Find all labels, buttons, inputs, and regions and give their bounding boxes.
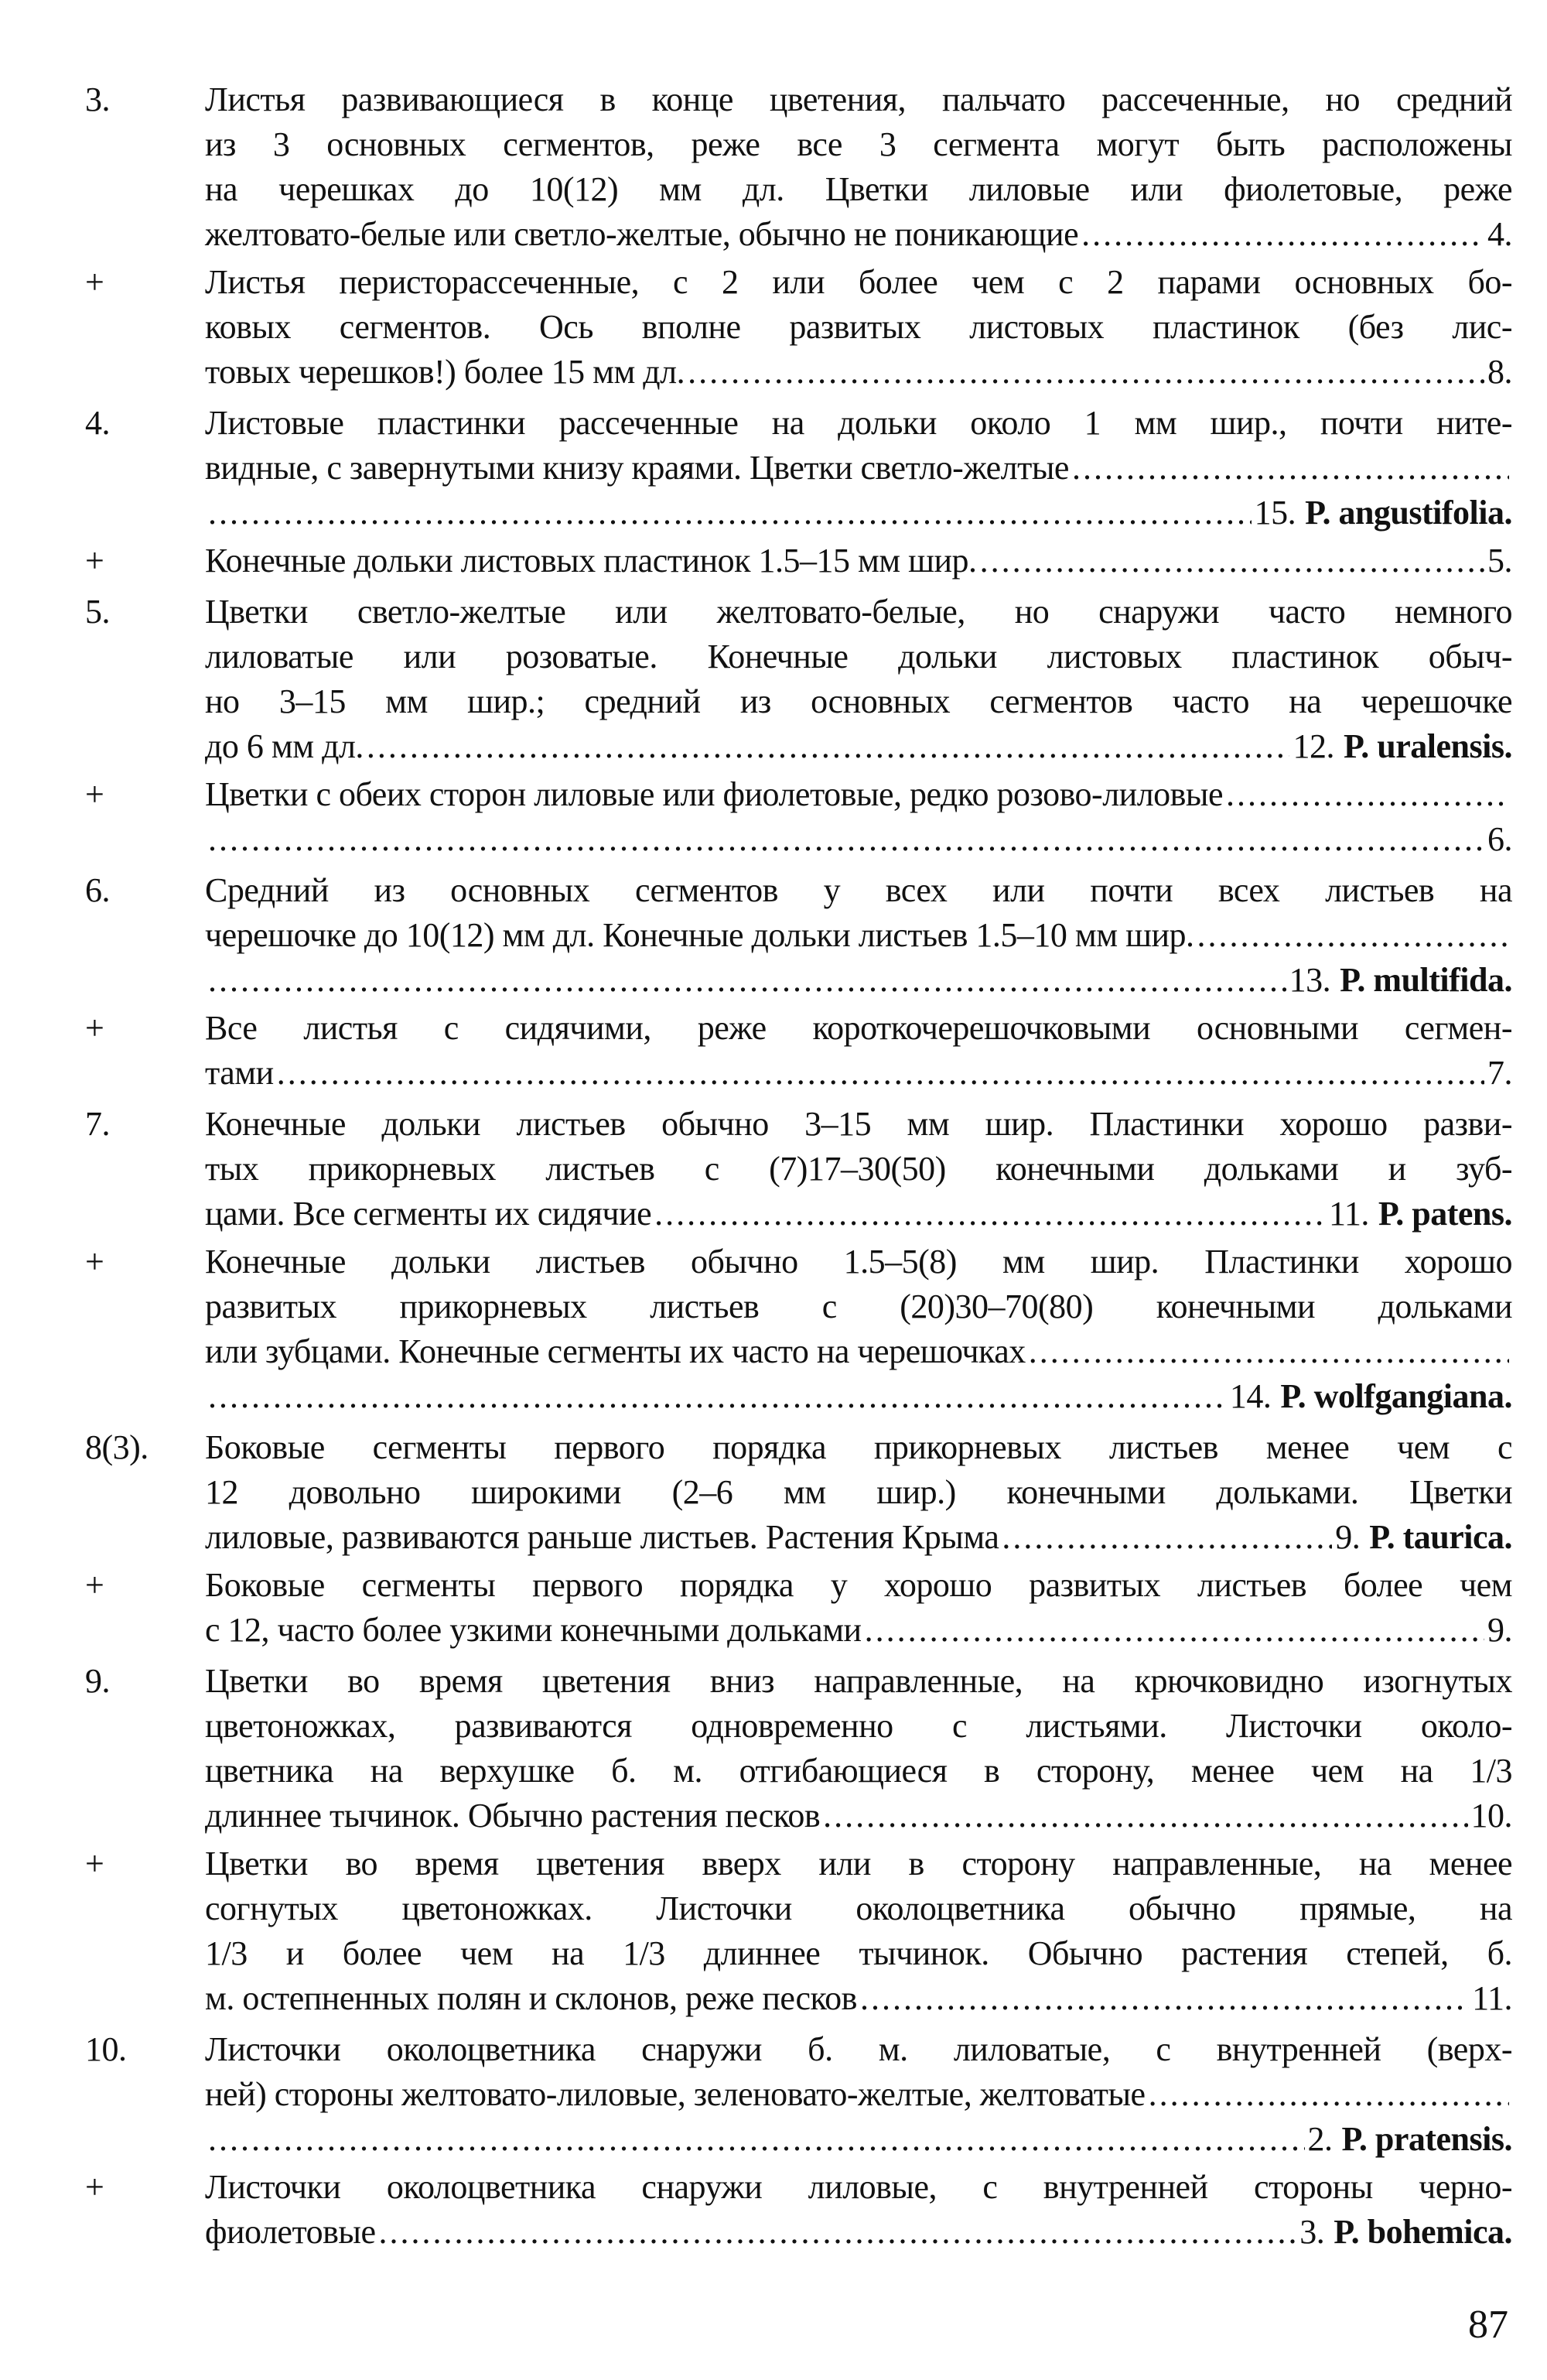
key-entry bbox=[85, 401, 1512, 535]
entry-number: + bbox=[85, 1243, 104, 1281]
entry-text: Цветки с обеих сторон лиловые или фиолетовые, редко розово-лиловые bbox=[205, 775, 1224, 813]
entry-line: Цветки светло-желтые или желтовато-белые, но снаружи часто немного bbox=[205, 593, 1512, 631]
taxon-name: P. patens. bbox=[1378, 1195, 1512, 1233]
leader-line bbox=[205, 1329, 1512, 1374]
step-reference: 12. bbox=[1293, 727, 1334, 765]
key-entry bbox=[85, 1006, 1512, 1096]
dot-leader bbox=[208, 958, 1286, 1003]
key-entry bbox=[85, 1425, 1512, 1560]
step-reference: 9. bbox=[1487, 1611, 1512, 1649]
key-entry bbox=[85, 539, 1512, 583]
leader-line bbox=[205, 958, 1512, 1003]
entry-text: товых черешков!) более 15 мм дл. bbox=[205, 353, 685, 391]
dot-leader bbox=[208, 2117, 1305, 2162]
dot-leader bbox=[823, 1794, 1467, 1838]
entry-number: + bbox=[85, 2168, 104, 2206]
leader-line bbox=[205, 539, 1512, 583]
step-reference: 13. bbox=[1289, 961, 1331, 999]
step-reference: 2. bbox=[1307, 2120, 1333, 2158]
entry-line: Все листья с сидячими, реже короткочерешочковыми основными сегмен- bbox=[205, 1009, 1512, 1047]
key-entry bbox=[85, 772, 1512, 862]
dot-leader bbox=[1149, 2072, 1509, 2117]
entry-text: желтовато-белые или светло-желтые, обычно не поникающие bbox=[205, 215, 1079, 253]
key-entry bbox=[85, 260, 1512, 395]
entry-number: 5. bbox=[85, 593, 110, 631]
key-entry bbox=[85, 868, 1512, 1003]
leader-line bbox=[205, 350, 1512, 395]
leader-line bbox=[205, 1192, 1512, 1236]
entry-text: цами. Все сегменты их сидячие bbox=[205, 1195, 652, 1233]
leader-line bbox=[205, 1051, 1512, 1096]
entry-line: но 3–15 мм шир.; средний из основных сегментов часто на черешочке bbox=[205, 682, 1512, 720]
dot-leader bbox=[1197, 913, 1510, 958]
entry-line: цветоножках, развиваются одновременно с листьями. Листочки около- bbox=[205, 1707, 1512, 1745]
key-entry bbox=[85, 1659, 1512, 1838]
entry-number: 7. bbox=[85, 1105, 110, 1143]
leader-line bbox=[205, 1608, 1512, 1653]
entry-line: Цветки во время цветения вниз направленные, на крючковидно изогнутых bbox=[205, 1662, 1512, 1700]
step-reference: 14. bbox=[1229, 1377, 1272, 1415]
entry-text: с 12, часто более узкими конечными дольками bbox=[205, 1611, 862, 1649]
entry-line: Боковые сегменты первого порядка прикорневых листьев менее чем с bbox=[205, 1428, 1512, 1466]
key-entry bbox=[85, 1841, 1512, 2021]
taxon-name: P. taurica. bbox=[1369, 1518, 1512, 1556]
entry-number: + bbox=[85, 1009, 104, 1047]
entry-line: Листовые пластинки рассеченные на дольки около 1 мм шир., почти ните- bbox=[205, 404, 1512, 442]
entry-line: Цветки во время цветения вверх или в сторону направленные, на менее bbox=[205, 1845, 1512, 1882]
step-reference: 11. bbox=[1472, 1979, 1512, 2017]
key-entry bbox=[85, 1102, 1512, 1236]
entry-text: Конечные дольки листовых пластинок 1.5–15 мм шир. bbox=[205, 542, 977, 580]
entry-number: + bbox=[85, 263, 104, 301]
key-entry bbox=[85, 590, 1512, 769]
step-reference: 10. bbox=[1470, 1797, 1512, 1835]
key-entry bbox=[85, 2165, 1512, 2255]
key-page bbox=[85, 77, 1512, 2258]
entry-line: 1/3 и более чем на 1/3 длиннее тычинок. Обычно растения степей, б. bbox=[205, 1934, 1512, 1972]
step-reference: 5. bbox=[1487, 542, 1512, 580]
key-entry bbox=[85, 1240, 1512, 1419]
step-reference: 7. bbox=[1487, 1054, 1512, 1092]
entry-text: видные, с завернутыми книзу краями. Цветки светло-желтые bbox=[205, 449, 1069, 487]
dot-leader bbox=[277, 1051, 1484, 1096]
entry-number: 3. bbox=[85, 80, 110, 118]
entry-number: + bbox=[85, 1566, 104, 1604]
entry-line: Листья развивающиеся в конце цветения, пальчато рассеченные, но средний bbox=[205, 80, 1512, 118]
leader-line bbox=[205, 212, 1512, 257]
leader-line bbox=[205, 2210, 1512, 2255]
leader-line bbox=[205, 491, 1512, 535]
entry-text: до 6 мм дл. bbox=[205, 727, 364, 765]
leader-line bbox=[205, 1976, 1512, 2021]
step-reference: 11. bbox=[1329, 1195, 1369, 1233]
dot-leader bbox=[367, 724, 1290, 769]
entry-number: 10. bbox=[85, 2030, 127, 2068]
taxon-name: P. pratensis. bbox=[1341, 2120, 1512, 2158]
key-entry bbox=[85, 2027, 1512, 2162]
entry-number: + bbox=[85, 775, 104, 813]
entry-line: развитых прикорневых листьев с (20)30–70(80) конечными дольками bbox=[205, 1287, 1512, 1325]
dot-leader bbox=[1029, 1329, 1509, 1374]
step-reference: 6. bbox=[1487, 820, 1512, 858]
entry-line: лиловатые или розоватые. Конечные дольки листовых пластинок обыч- bbox=[205, 638, 1512, 675]
entry-text: м. остепненных полян и склонов, реже песков bbox=[205, 1979, 857, 2017]
entry-number: + bbox=[85, 542, 104, 580]
entry-line: цветника на верхушке б. м. отгибающиеся в сторону, менее чем на 1/3 bbox=[205, 1752, 1512, 1790]
entry-line: ковых сегментов. Ось вполне развитых листовых пластинок (без лис- bbox=[205, 308, 1512, 346]
leader-line bbox=[205, 724, 1512, 769]
entry-text: ней) стороны желтовато-лиловые, зеленовато-желтые, желтоватые bbox=[205, 2075, 1146, 2113]
step-reference: 15. bbox=[1254, 494, 1296, 532]
entry-number: + bbox=[85, 1845, 104, 1882]
entry-line: Боковые сегменты первого порядка у хорошо развитых листьев более чем bbox=[205, 1566, 1512, 1604]
leader-line bbox=[205, 2072, 1512, 2117]
taxon-name: P. angustifolia. bbox=[1305, 494, 1512, 532]
entry-line: тых прикорневых листьев с (7)17–30(50) конечными дольками и зуб- bbox=[205, 1150, 1512, 1188]
entry-text: длиннее тычинок. Обычно растения песков bbox=[205, 1797, 821, 1835]
dot-leader bbox=[1072, 446, 1509, 491]
dot-leader bbox=[208, 1374, 1227, 1419]
entry-number: 9. bbox=[85, 1662, 110, 1700]
leader-line bbox=[205, 772, 1512, 817]
dot-leader bbox=[378, 2210, 1296, 2255]
dot-leader bbox=[1002, 1515, 1332, 1560]
entry-line: Листочки околоцветника снаружи лиловые, с внутренней стороны черно- bbox=[205, 2168, 1512, 2206]
dot-leader bbox=[860, 1976, 1469, 2021]
entry-number: 6. bbox=[85, 871, 110, 909]
entry-text: или зубцами. Конечные сегменты их часто на черешочках bbox=[205, 1332, 1026, 1370]
leader-line bbox=[205, 1374, 1512, 1419]
dot-leader bbox=[208, 817, 1484, 862]
taxon-name: P. uralensis. bbox=[1343, 727, 1512, 765]
entry-line: 12 довольно широкими (2–6 мм шир.) конечными дольками. Цветки bbox=[205, 1473, 1512, 1511]
step-reference: 9. bbox=[1335, 1518, 1361, 1556]
leader-line bbox=[205, 1794, 1512, 1838]
taxon-name: P. multifida. bbox=[1340, 961, 1512, 999]
taxon-name: P. wolfgangiana. bbox=[1280, 1377, 1512, 1415]
leader-line bbox=[205, 2117, 1512, 2162]
key-entry bbox=[85, 77, 1512, 257]
leader-line bbox=[205, 913, 1512, 958]
entry-line: из 3 основных сегментов, реже все 3 сегмента могут быть расположены bbox=[205, 125, 1512, 163]
taxon-name: P. bohemica. bbox=[1334, 2213, 1512, 2251]
entry-line: Листья перисторассеченные, с 2 или более чем с 2 парами основных бо- bbox=[205, 263, 1512, 301]
step-reference: 8. bbox=[1487, 353, 1512, 391]
page-number: 87 bbox=[1468, 2303, 1508, 2347]
dot-leader bbox=[865, 1608, 1484, 1653]
leader-line bbox=[205, 446, 1512, 491]
dot-leader bbox=[1081, 212, 1484, 257]
step-reference: 3. bbox=[1299, 2213, 1325, 2251]
entry-line: согнутых цветоножках. Листочки околоцветника обычно прямые, на bbox=[205, 1889, 1512, 1927]
dot-leader bbox=[208, 491, 1252, 535]
entry-line: Листочки околоцветника снаружи б. м. лиловатые, с внутренней (верх- bbox=[205, 2030, 1512, 2068]
entry-text: фиолетовые bbox=[205, 2213, 376, 2251]
dot-leader bbox=[980, 539, 1484, 583]
dot-leader bbox=[654, 1192, 1326, 1236]
entry-text: тами bbox=[205, 1054, 274, 1092]
leader-line bbox=[205, 817, 1512, 862]
dot-leader bbox=[1226, 772, 1509, 817]
dot-leader bbox=[688, 350, 1484, 395]
entry-line: Конечные дольки листьев обычно 3–15 мм шир. Пластинки хорошо разви- bbox=[205, 1105, 1512, 1143]
entry-line: на черешках до 10(12) мм дл. Цветки лиловые или фиолетовые, реже bbox=[205, 170, 1512, 208]
entry-number: 8(3). bbox=[85, 1428, 149, 1466]
entry-text: черешочке до 10(12) мм дл. Конечные дольки листьев 1.5–10 мм шир. bbox=[205, 916, 1194, 954]
key-entry bbox=[85, 1563, 1512, 1653]
step-reference: 4. bbox=[1487, 215, 1512, 253]
entry-text: лиловые, развиваются раньше листьев. Растения Крыма bbox=[205, 1518, 999, 1556]
entry-line: Конечные дольки листьев обычно 1.5–5(8) мм шир. Пластинки хорошо bbox=[205, 1243, 1512, 1281]
entry-number: 4. bbox=[85, 404, 110, 442]
entry-line: Средний из основных сегментов у всех или почти всех листьев на bbox=[205, 871, 1512, 909]
leader-line bbox=[205, 1515, 1512, 1560]
